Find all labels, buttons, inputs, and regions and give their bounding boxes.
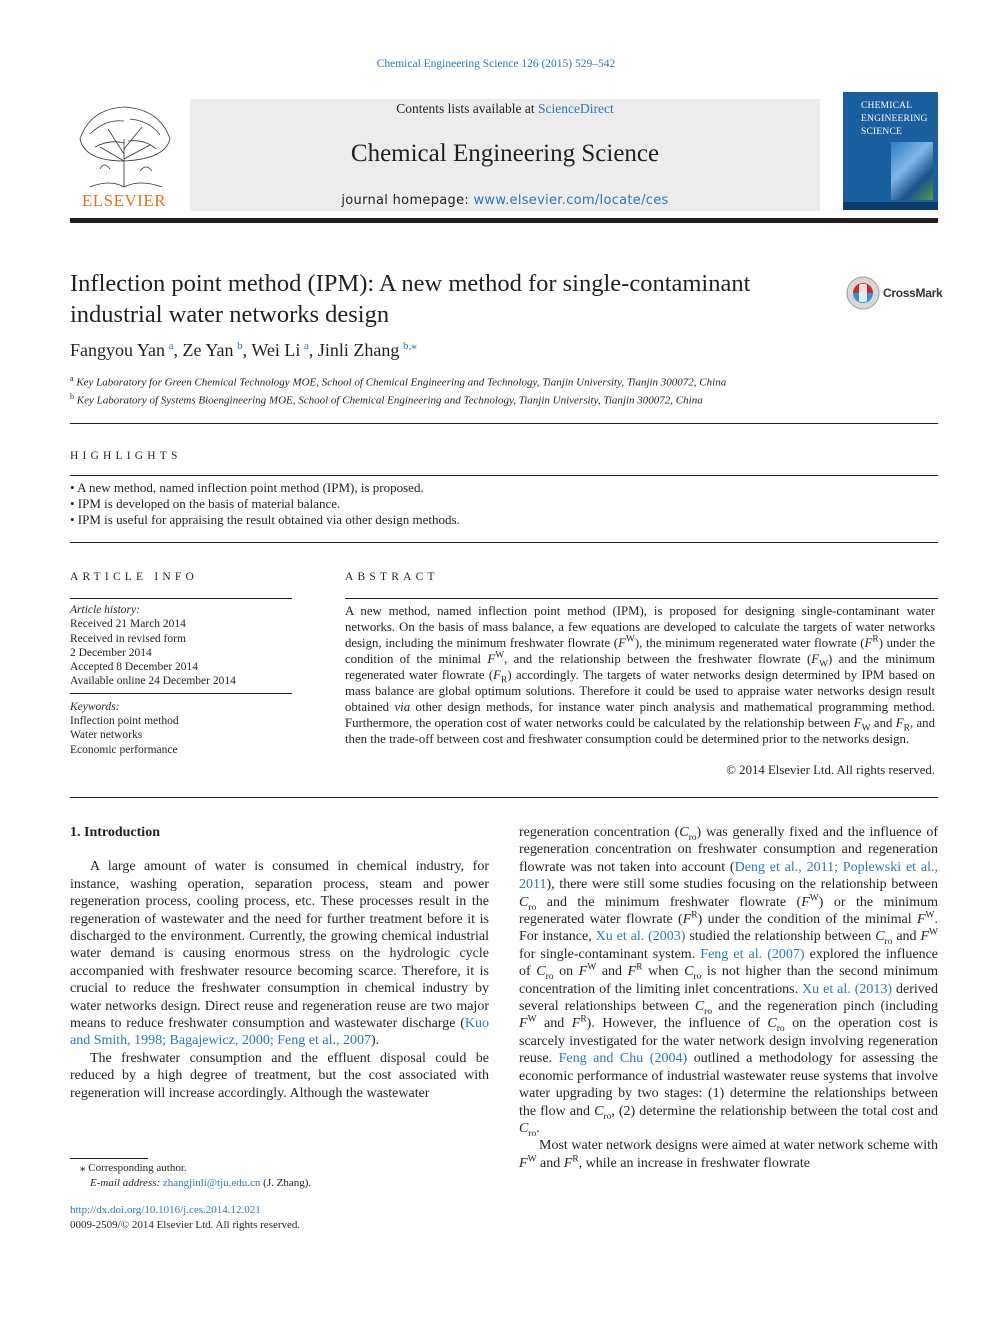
history-item: Received 21 March 2014 — [70, 618, 186, 631]
divider — [345, 598, 938, 599]
body-paragraph: A large amount of water is consumed in chemical industry, for instance, washing operation, separation process, steam and power regeneration process, cooling process, etc. These processes result in the regeneration of wastewater and the need for further treatment before it is discharged to the environment. Currently, the growing chemical industrial water demand is causing enormous stress on the hydrologic cycle accompanied with freshwater resource becoming scarce. Therefore, it is crucial to reduce the freshwater consumption in chemical industry by water networks design. Direct reuse and regeneration reuse are two major means to reduce freshwater consumption and wastewater discharge (Kuo and Smith, 1998; Bagajewicz, 2000; Feng et al., 2007). — [70, 859, 489, 1049]
citation-link[interactable]: Xu et al. (2013) — [802, 981, 893, 997]
header-divider — [70, 218, 938, 223]
footnote-divider — [70, 1158, 148, 1159]
divider — [70, 797, 938, 798]
contents-availability — [190, 101, 820, 117]
author-affil-mark[interactable]: a — [304, 340, 309, 352]
body-paragraph: regeneration concentration $(C_{ro})$ was generally fixed and the influence of regeneration concentration on freshwater consumption and regeneration flowrate was not taken into account (Deng et al., 2011; Poplewski et al., 2011), there were still some studies focusing on the relationship between $C_{ro}$ and the minimum freshwater flowrate $(F^W)$ or the minimum regenerated water flowrate $(F^R)$ under the condition of the minimal $F^W$. For instance, Xu et al. (2003) studied the relationship between $C_{ro}$ and $F^W$ for single-contaminant system. Feng et al. (2007) explored the influence of $C_{ro}$ on $F^W$ and $F^R$ when $C_{ro}$ is not higher than the second minimum concentration of the limiting inlet concentrations. Xu et al. (2013) derived several relationships between $C_{ro}$ and the regeneration pinch (including $F^W$ and $F^R$). However, the influence of $C_{ro}$ on the operation cost is scarcely investigated for the water network design involving regeneration reuse. Feng and Chu (2004) outlined a methodology for assessing the economic performance of industrial wastewater reuse systems that involve water upgrading by two stages: (1) determine the relationships between the flow and $C_{ro}$, (2) determine the relationship between the total cost and $C_{ro}$. — [519, 825, 939, 1139]
elsevier-wordmark: ELSEVIER — [81, 191, 167, 210]
author-list: Fangyou Yan $^a$, Ze Yan $^b$, Wei Li $^a$, Jinli Zhang $^{b,⁎}$ — [70, 340, 417, 360]
divider — [70, 598, 292, 599]
abstract-copyright: © 2014 Elsevier Ltd. All rights reserved. — [726, 763, 935, 777]
keywords-label: Keywords: — [70, 700, 120, 713]
crossmark-icon — [845, 275, 881, 311]
author-affil-mark[interactable]: a — [168, 340, 174, 352]
keyword[interactable]: Water networks — [70, 729, 143, 742]
body-paragraph: The freshwater consumption and the effluent disposal could be reduced by a high degree of treatment, but the cost associated with regeneration will increase accordingly. Although the wastewater — [70, 1050, 489, 1101]
cover-strip — [843, 202, 938, 210]
history-item: 2 December 2014 — [70, 646, 152, 659]
highlights-heading: HIGHLIGHTS — [70, 450, 182, 462]
body-column-right — [519, 824, 938, 1172]
email-note — [70, 1176, 311, 1191]
affiliation-mark: b — [70, 391, 74, 401]
homepage-prefix: journal homepage: — [341, 193, 474, 208]
article-info — [70, 603, 292, 757]
highlights-list — [70, 480, 460, 528]
keyword[interactable]: Inflection point method — [70, 715, 179, 728]
section-title: 1. Introduction — [70, 825, 160, 840]
email-label: E-mail address: — [90, 1176, 163, 1189]
affiliation — [70, 372, 726, 390]
citation-link[interactable]: Kuo and Smith, 1998; Bagajewicz, 2000; Feng et al., 2007 — [70, 1016, 489, 1049]
doi-link[interactable]: http://dx.doi.org/10.1016/j.ces.2014.12.021 — [70, 1204, 261, 1216]
affiliation — [70, 390, 726, 408]
crossmark-badge[interactable] — [845, 275, 943, 311]
article-title — [70, 268, 830, 330]
divider — [70, 542, 938, 543]
journal-homepage — [190, 193, 820, 208]
body-column-left — [70, 824, 489, 1102]
highlight-item: • IPM is developed on the basis of material balance. — [70, 496, 341, 511]
citation-link[interactable]: Feng and Chu (2004) — [558, 1051, 688, 1067]
abstract-heading: ABSTRACT — [345, 571, 439, 583]
affiliations — [70, 372, 726, 407]
cover-title-line: ENGINEERING — [861, 114, 928, 124]
corresponding-author-note: ⁎ Corresponding author. — [80, 1162, 187, 1174]
author-affil-mark[interactable]: b — [237, 340, 243, 352]
divider — [70, 475, 938, 476]
keyword[interactable]: Economic performance — [70, 743, 178, 756]
title-line: Inflection point method (IPM): A new method for single-contaminant — [70, 270, 751, 297]
divider — [70, 423, 938, 424]
cover-title — [861, 100, 928, 139]
history-label: Article history: — [70, 604, 140, 616]
homepage-link[interactable]: www.elsevier.com/locate/ces — [473, 193, 669, 208]
affiliation-text: Key Laboratory of Systems Bioengineering MOE, School of Chemical Engineering and Technology, Tianjin University, Tianjin 300072, China — [76, 394, 703, 407]
contents-prefix: Contents lists available at — [396, 101, 538, 116]
article-info-heading: ARTICLE INFO — [70, 571, 198, 583]
sciencedirect-link[interactable]: ScienceDirect — [538, 101, 614, 116]
history-item: Received in revised form — [70, 632, 186, 645]
author-name[interactable]: Fangyou Yan — [70, 340, 166, 360]
citation-link[interactable]: Deng et al., 2011; Poplewski et al., 2011 — [519, 859, 939, 893]
abstract-text: A new method, named inflection point method (IPM), is proposed for designing single-contaminant water networks. On the basis of mass balance, a few equations are developed to calculate the targets of water networks design, including the minimum freshwater flowrate $(F^W)$, the minimum regenerated water flowrate $(F^R)$ under the condition of the minimal $F^W$, and the relationship between the freshwater flowrate $(F_W)$ and the minimum regenerated water flowrate $(F_R)$ accordingly. The targets of water networks design determined by IPM based on mass balance are global optimum solutions. Therefore it could be used to appraise water networks design result obtained via other design methods, for instance water pinch analysis and mathematical programming method. Furthermore, the operation cost of water networks could be calculated by the relationship between $F_W$ and $F_R$, and then the trade-off between cost and freshwater consumption could be determined prior to the networks design. — [345, 604, 936, 746]
journal-cover[interactable] — [843, 92, 938, 210]
cover-image — [891, 142, 933, 200]
crossmark-label: CrossMark — [883, 286, 943, 300]
citation-link[interactable]: Xu et al. (2003) — [595, 929, 686, 945]
email-suffix: (J. Zhang). — [260, 1176, 312, 1189]
footnotes — [70, 1161, 311, 1190]
affiliation-text: Key Laboratory for Green Chemical Technology MOE, School of Chemical Engineering and Technology, Tianjin University, Tianjin 300072, China — [76, 376, 727, 389]
author-name[interactable]: Ze Yan — [182, 340, 234, 360]
author-affil-mark[interactable]: b,⁎ — [403, 340, 417, 352]
affiliation-mark: a — [70, 374, 74, 383]
email-link[interactable]: zhangjinli@tju.edu.cn — [162, 1176, 261, 1189]
doi-block — [70, 1203, 300, 1232]
cover-title-line: SCIENCE — [861, 127, 902, 137]
journal-citation[interactable]: Chemical Engineering Science 126 (2015) 529–542 — [376, 58, 616, 70]
citation-link[interactable]: Feng et al. (2007) — [700, 946, 805, 962]
cover-title-line: CHEMICAL — [861, 101, 913, 111]
body-paragraph: Most water network designs were aimed at water network scheme with $F^W$ and $F^R$, while an increase in freshwater flowrate — [519, 1138, 938, 1171]
author-name[interactable]: Wei Li — [251, 340, 301, 360]
author-name[interactable]: Jinli Zhang — [317, 340, 400, 360]
issn-line: 0009-2509/© 2014 Elsevier Ltd. All rights reserved. — [70, 1218, 301, 1231]
history-item: Accepted 8 December 2014 — [70, 661, 199, 674]
highlight-item: • IPM is useful for appraising the result obtained via other design methods. — [70, 512, 460, 527]
journal-name: Chemical Engineering Science — [350, 140, 660, 167]
divider — [70, 693, 292, 694]
history-item: Available online 24 December 2014 — [70, 675, 236, 688]
highlight-item: • A new method, named inflection point method (IPM), is proposed. — [70, 480, 424, 495]
title-line: industrial water networks design — [70, 301, 390, 328]
